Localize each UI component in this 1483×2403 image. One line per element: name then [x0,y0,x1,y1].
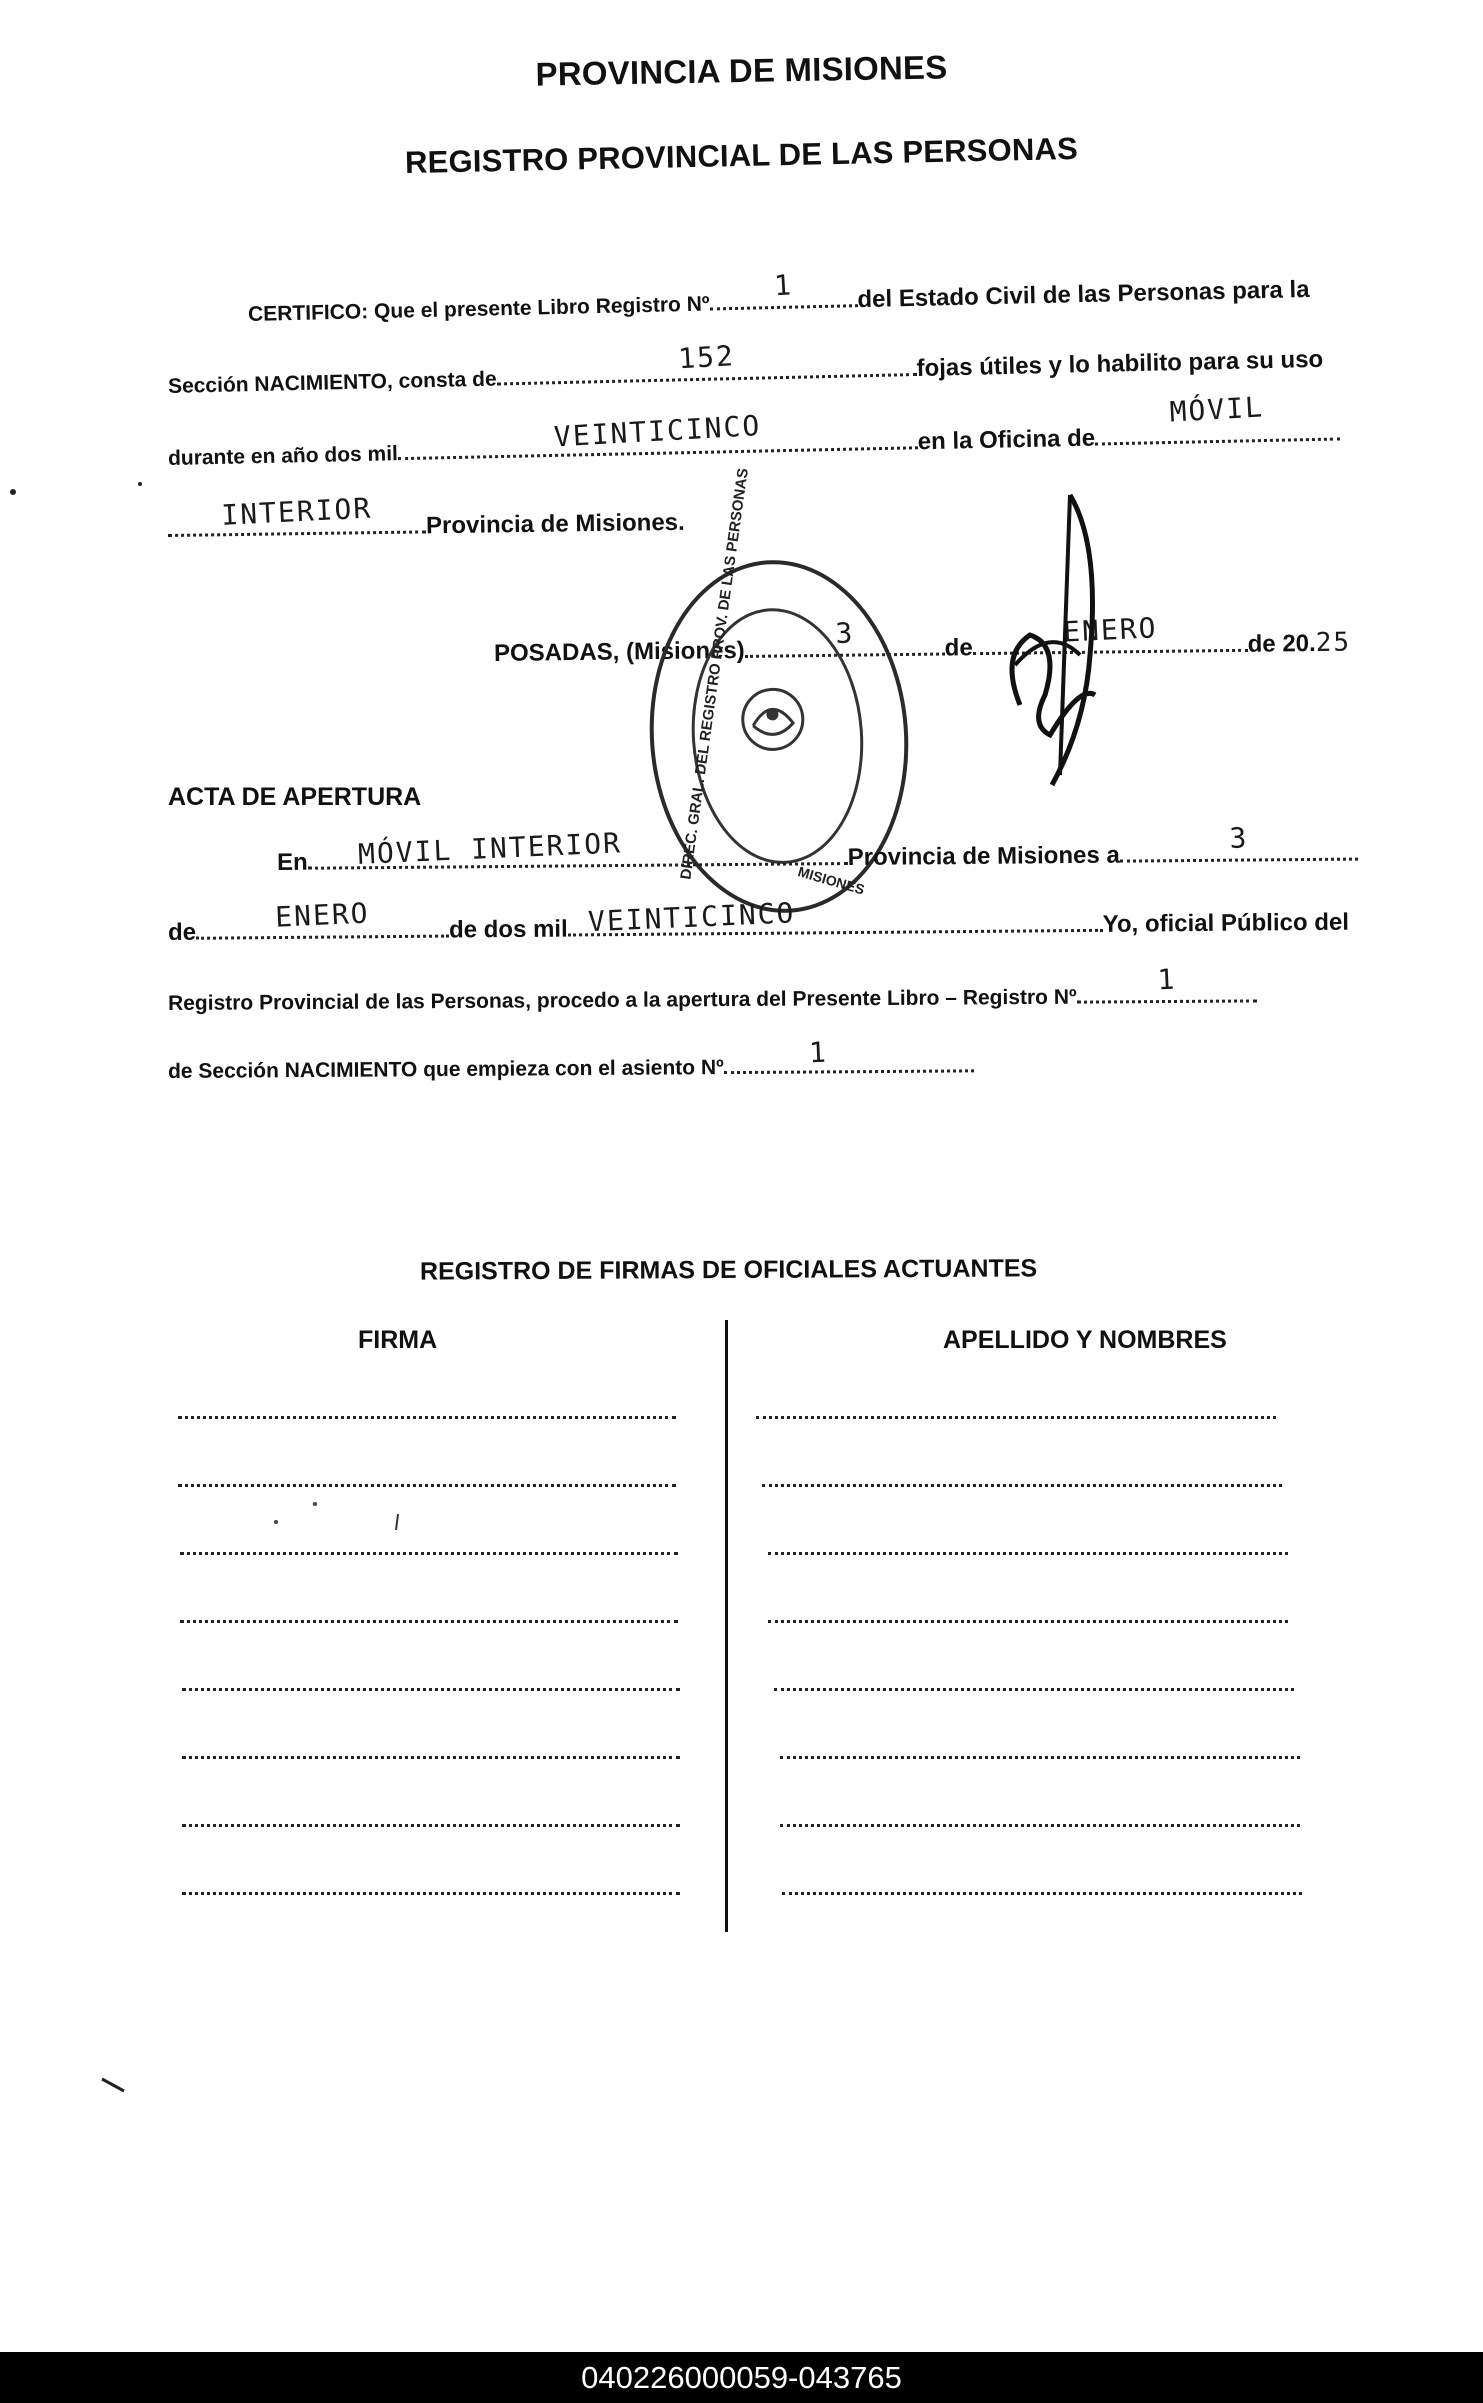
cert-line-3 [167,390,1341,472]
acta-a1-prefix: En [276,848,308,876]
acta-registro-value: 1 [1156,962,1177,997]
scan-speck-icon [270,1498,410,1538]
acta-month-value: ENERO [274,896,371,934]
seal-emblem-icon [725,671,821,767]
acta-year-field [568,896,1103,939]
acta-line-2 [167,896,1350,947]
cert-line-1 [247,268,1310,328]
firma-row [178,1484,676,1487]
acta-line-3 [167,962,1257,1017]
acta-registro-field [1077,962,1257,1003]
office2-field [168,491,426,537]
nombres-row [756,1416,1276,1419]
acta-month-field [196,896,449,940]
nombres-row [774,1688,1294,1691]
acta-a2-mid: de dos mil [448,915,568,944]
acta-line-4 [167,1035,974,1085]
office2-value: INTERIOR [220,491,373,532]
column-separator [725,1320,728,1932]
seal-outer-text: DIREC. GRAL. DEL REGISTRO PROV. DE LAS PERSONAS [677,467,752,881]
acta-place-field [308,826,848,871]
acta-a1-mid: Provincia de Misiones a [847,841,1120,872]
cert-l1-prefix: CERTIFICO: Que el presente Libro Registro Nº [247,292,710,326]
acta-asiento-value: 1 [808,1035,829,1070]
firma-row [182,1688,680,1691]
posadas-month-value: ENERO [1062,611,1158,649]
acta-line-1 [276,821,1358,877]
firma-row [180,1552,678,1555]
signature-icon [990,485,1120,805]
cert-line-2 [167,339,1324,400]
acta-year-value: VEINTICINCO [587,896,796,939]
acta-a4-prefix: de Sección NACIMIENTO que empieza con el asiento Nº [167,1056,724,1083]
posadas-year-value: 25 [1315,627,1352,658]
acta-asiento-field [724,1035,974,1074]
acta-a2-suffix: Yo, oficial Público del [1102,908,1350,938]
acta-day-value: 3 [1228,821,1249,856]
scan-speck-icon [8,480,148,500]
acta-place-value: MÓVIL INTERIOR [357,826,623,871]
acta-day-field [1120,821,1358,863]
acta-heading: ACTA DE APERTURA [168,783,422,811]
cert-l2-suffix: fojas útiles y lo habilito para su uso [916,345,1324,383]
cert-line-4 [168,491,685,544]
firma-row [182,1756,680,1759]
year-value: VEINTICINCO [552,408,762,454]
libro-number-value: 1 [772,268,794,303]
col-nombres-header: APELLIDO Y NOMBRES [943,1326,1227,1354]
nombres-row [768,1620,1288,1623]
nombres-row [768,1552,1288,1555]
document-footer-code: 040226000059-043765 [0,2352,1483,2403]
fojas-field [496,339,916,386]
cert-l3-prefix: durante en año dos mil [167,442,399,470]
posadas-year-prefix: de 20. [1247,629,1316,658]
acta-a3-prefix: Registro Provincial de las Personas, procedo a la apertura del Presente Libro – Registro Nº [167,985,1077,1015]
year-field [397,408,917,460]
firma-row [180,1620,678,1623]
nombres-row [780,1756,1300,1759]
nombres-row [780,1824,1300,1827]
libro-number-field [709,268,858,310]
firma-row [178,1416,676,1419]
scan-speck-icon [100,2075,130,2095]
cert-l3-mid: en la Oficina de [917,424,1096,456]
posadas-line [493,611,1352,668]
nombres-row [782,1892,1302,1895]
office-value: MÓVIL [1169,390,1266,429]
firma-row [182,1892,680,1895]
registry-subtitle: REGISTRO PROVINCIAL DE LAS PERSONAS [404,130,1079,181]
firma-row [182,1824,680,1827]
firmas-heading: REGISTRO DE FIRMAS DE OFICIALES ACTUANTES [419,1254,1038,1286]
province-title: PROVINCIA DE MISIONES [535,48,948,93]
posadas-de: de [944,634,973,662]
cert-l1-suffix: del Estado Civil de las Personas para la [857,275,1310,314]
acta-a2-prefix: de [167,918,197,946]
fojas-value: 152 [677,339,736,376]
posadas-label: POSADAS, (Misiones) [493,636,745,667]
posadas-day-value: 3 [834,616,855,651]
office-field [1095,390,1340,445]
cert-l2-prefix: Sección NACIMIENTO, consta de [167,367,497,398]
col-firma-header: FIRMA [358,1326,438,1354]
cert-l4-suffix: Provincia de Misiones. [425,508,685,540]
nombres-row [762,1484,1282,1487]
seal-inner-text: MISIONES [796,863,867,898]
